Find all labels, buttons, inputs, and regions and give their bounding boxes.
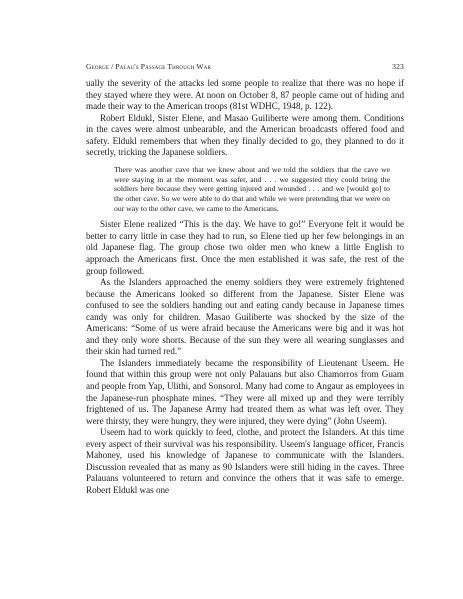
running-head — [86, 62, 404, 78]
book-page — [86, 62, 404, 572]
paragraph: Useem had to work quickly to feed, clothe, and protect the Islanders. At this time every aspect of their survival was his responsibility. Useem's language officer, Francis Mahoney, used his knowledge of Japanese to communicate with the Islanders. Discussion revealed that as many as 90 Islanders were still hiding in the caves. Three Palauans volunteered to return and convince the others that it was safe to emerge. Robert Eldukl was one — [86, 427, 404, 495]
paragraph-continuation: ually the severity of the attacks led some people to realize that there was no hope if they stayed where they were. At noon on October 8, 87 people came out of hiding and made their way to the American troops (81st WDHC, 1948, p. 122). — [86, 78, 404, 112]
block-quote: There was another cave that we knew about and we told the soldiers that the cave we were staying in at the moment was safer, and . . . we suggested they could bring the soldiers here because they were getting injured and wounded . . . and we [would go] to the other cave. So we were able to do that and while we were pretending that we were on our way to the other cave, we came to the Americans. — [114, 164, 390, 213]
paragraph: As the Islanders approached the enemy soldiers they were extremely frightened because the Americans looked so different from the Japanese. Sister Elene was confused to see the soldiers handing out and eating candy because in Japanese times candy was only for children. Masao Guiliberte was shocked by the size of the Americans: “Some of us were afraid because the Americans were big and it was hot and they only wore shorts. Because of the sun they were all wearing sunglasses and their skin had turned red.” — [86, 277, 404, 357]
body-text — [86, 78, 404, 496]
page-number: 323 — [392, 62, 404, 71]
paragraph: The Islanders immediately became the responsibility of Lieutenant Useem. He found that within this group were not only Palauans but also Chamorros from Guam and people from Yap, Ulithi, and Sonsorol. Many had come to Angaur as employees in the Japanese-run phosphate mines. “They were all mixed up and they were terribly frightened of us. The Japanese Army had treated them as what was left over. They were thirsty, they were hungry, they were injured, they were dying” (John Useem). — [86, 357, 404, 426]
paragraph: Sister Elene realized “This is the day. We have to go!” Everyone felt it would be better to carry little in case they had to run, so Elene tied up her few belongings in an old Japanese flag. The group chose two older men who knew a little English to approach the Americans first. Once the men established it was safe, the rest of the group followed. — [86, 219, 404, 276]
paragraph: Robert Eldukl, Sister Elene, and Masao Guiliberte were among them. Conditions in the caves were almost unbearable, and the American broadcasts offered food and safety. Eldukl remembers that when they finally decided to go, they planned to do it secretly, tricking the Japanese soldiers. — [86, 112, 404, 158]
running-title: George / Palau's Passage Through War — [86, 62, 211, 71]
